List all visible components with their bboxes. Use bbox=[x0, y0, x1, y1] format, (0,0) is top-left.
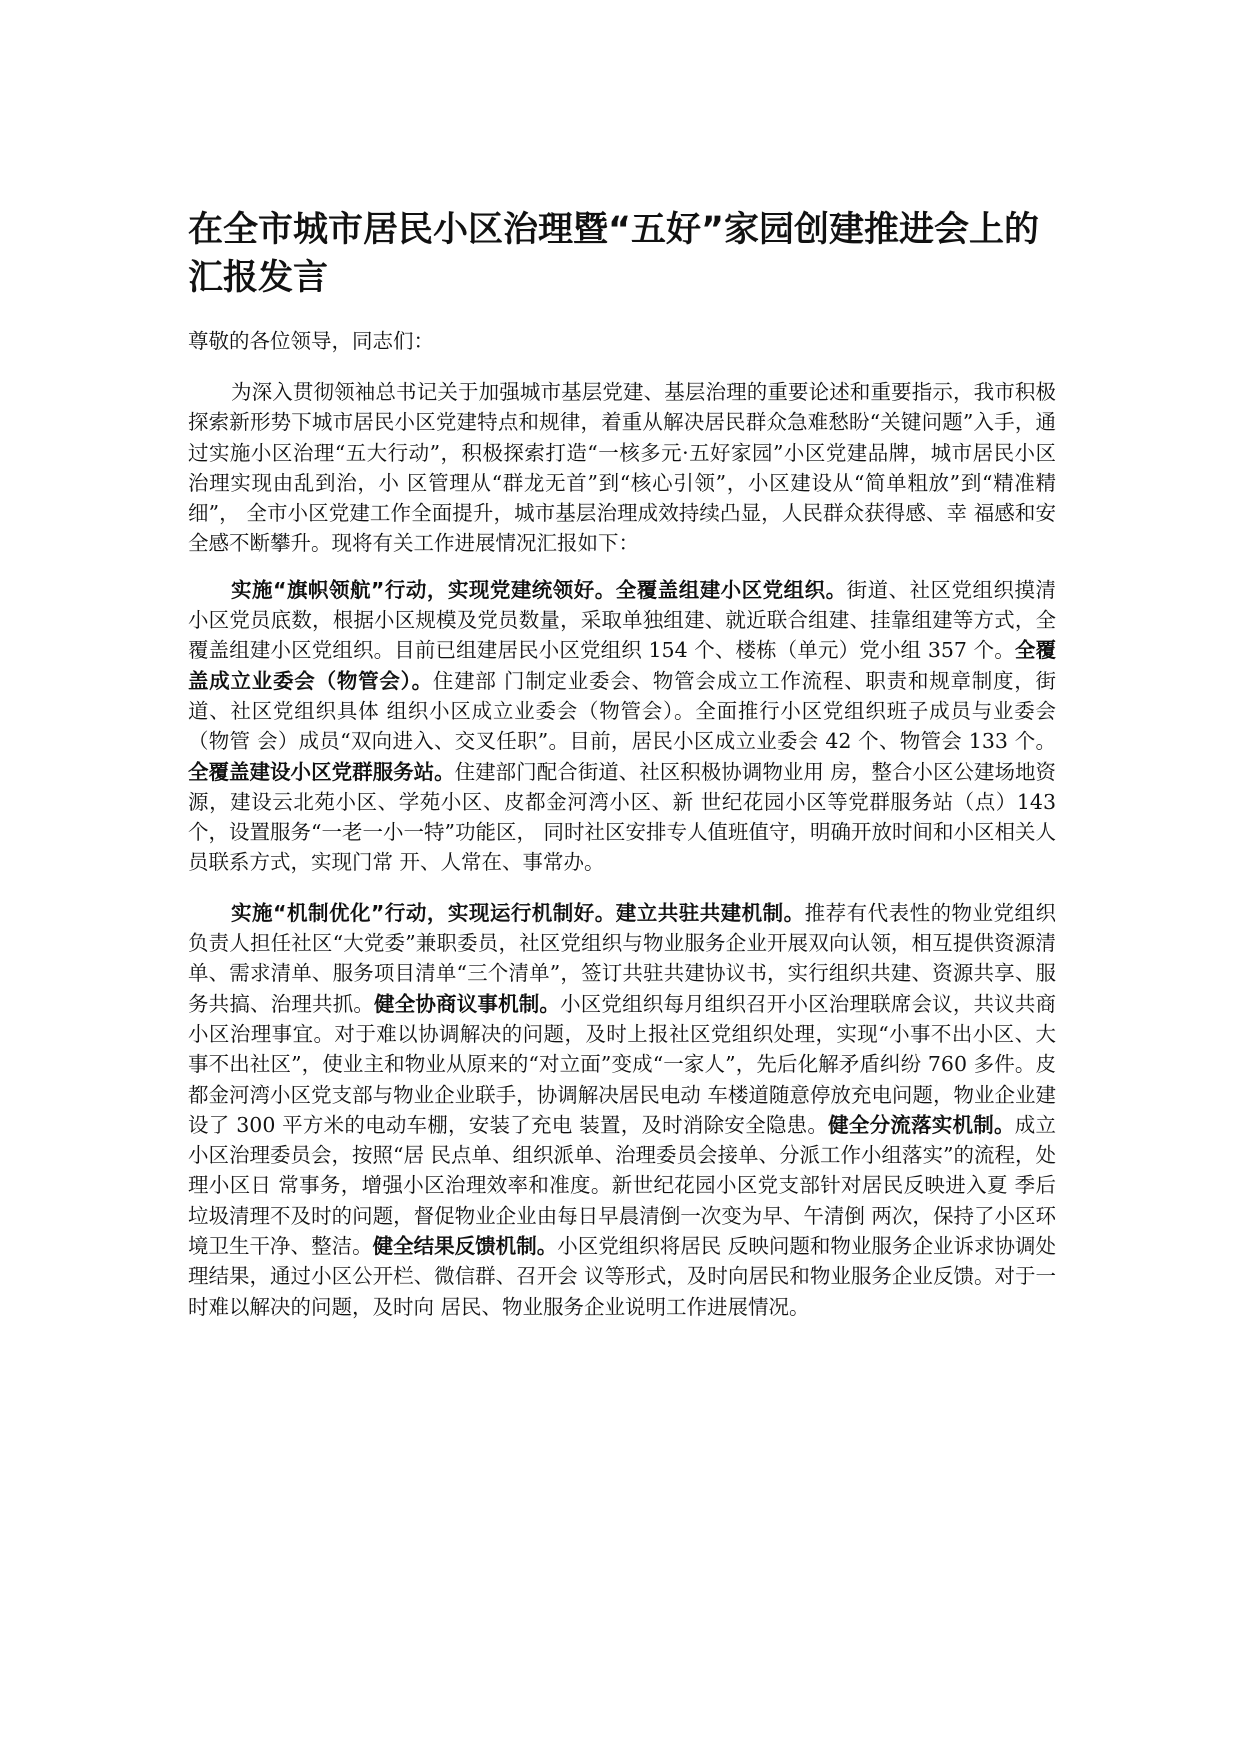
section-2-point-4-text: 小区党组织将居民 反映问题和物业服务企业诉求协调处理结果，通过小区公开栏、微信群、召开会 议等形式，及时向居民和物业服务企业反馈。对于一时难以解决的问题，及时向 居民、物业服务企业说明工作进展情况。 bbox=[188, 1234, 1057, 1319]
section-2-point-1-title: 建立共驻共建机制。 bbox=[615, 900, 805, 925]
section-1-paragraph bbox=[188, 575, 1056, 878]
section-1-point-3-title: 全覆盖建设小区党群服务站。 bbox=[188, 759, 455, 784]
section-2-point-3-text: 成立小区治理委员会，按照“居 民点单、组织派单、治理委员会接单、分派工作小组落实”的流程，处理小区日 常事务，增强小区治理效率和准度。新世纪花园小区党支部针对居民反映进入夏 季后垃圾清理不及时的问题，督促物业企业由每日早晨清倒一次变为早、午清倒 两次，保持了小区环境卫生干净、整洁。 bbox=[188, 1112, 1057, 1259]
section-2-paragraph bbox=[188, 898, 1056, 1322]
document-title: 在全市城市居民小区治理暨“五好”家园创建推进会上的汇报发言 bbox=[188, 210, 1040, 298]
intro-paragraph: 为深入贯彻领袖总书记关于加强城市基层党建、基层治理的重要论述和重要指示，我市积极探索新形势下城市居民小区党建特点和规律，着重从解决居民群众急难愁盼“关键问题”入手，通过实施小区治理“五大行动”，积极探索打造“一核多元·五好家园”小区党建品牌，城市居民小区治理实现由乱到治，小 区管理从“群龙无首”到“核心引领”，小区建设从“简单粗放”到“精准精细”， 全市小区党建工作全面提升，城市基层治理成效持续凸显，人民群众获得感、幸 福感和安全感不断攀升。现将有关工作进展情况汇报如下： bbox=[188, 380, 1056, 556]
section-2-point-4-title: 健全结果反馈机制。 bbox=[372, 1234, 558, 1259]
salutation: 尊敬的各位领导，同志们： bbox=[188, 329, 434, 353]
section-1-heading: 实施“旗帜领航”行动，实现党建统领好。 bbox=[231, 577, 616, 602]
section-1-point-2-text: 住建部 门制定业委会、物管会成立工作流程、职责和规章制度，街道、社区党组织具体 组织小区成立业委会（物管会）。全面推行小区党组织班子成员与业委会（物管 会）成员“双向进入、交叉任职”。目前，居民小区成立业委会 42 个、物管会 133 个。 bbox=[188, 668, 1057, 754]
section-2-point-1-text: 推荐有代表性的物业党组织负责人担任社区“大党委”兼职委员，社区党组织与物业服务企业开展双向认领，相互提供资源清单、需求清单、服务项目清单“三个清单”，签订共驻共建协议书，实行组织共建、资源共享、服务共搞、治理共抓。 bbox=[188, 900, 1056, 1016]
section-2-point-2-title: 健全协商议事机制。 bbox=[374, 991, 561, 1016]
document-page bbox=[188, 206, 1056, 1322]
section-2-heading: 实施“机制优化”行动，实现运行机制好。 bbox=[231, 900, 616, 925]
section-1-point-1-text: 街道、社区党组织摸清小区党员底数，根据小区规模及党员数量，采取单独组建、就近联合组建、挂靠组建等方式，全覆盖组建小区党组织。目前已组建居民小区党组织 154 个、楼栋（单元）党小组 357 个。 bbox=[188, 577, 1056, 663]
section-1-point-1-title: 全覆盖组建小区党组织。 bbox=[615, 577, 847, 602]
section-1-point-3-text: 住建部门配合街道、社区积极协调物业用 房，整合小区公建场地资源，建设云北苑小区、学苑小区、皮都金河湾小区、新 世纪花园小区等党群服务站（点）143 个，设置服务“一老一小一特”功能区， 同时社区安排专人值班值守，明确开放时间和小区相关人员联系方式，实现门常 开、人常在、事常办。 bbox=[188, 759, 1057, 875]
section-2-point-2-text: 小区党组织每月组织召开小区治理联席会议，共议共商小区治理事宜。对于难以协调解决的问题，及时上报社区党组织处理，实现“小事不出小区、大事不出社区”，使业主和物业从原来的“对立面”变成“一家人”，先后化解矛盾纠纷 760 多件。皮都金河湾小区党支部与物业企业联手，协调解决居民电动 车楼道随意停放充电问题，物业企业建设了 300 平方米的电动车棚，安装了充电 装置，及时消除安全隐患。 bbox=[188, 991, 1057, 1137]
section-2-point-3-title: 健全分流落实机制。 bbox=[828, 1112, 1015, 1137]
section-1-point-2-title: 全覆盖成立业委会（物管会）。 bbox=[188, 638, 1057, 693]
